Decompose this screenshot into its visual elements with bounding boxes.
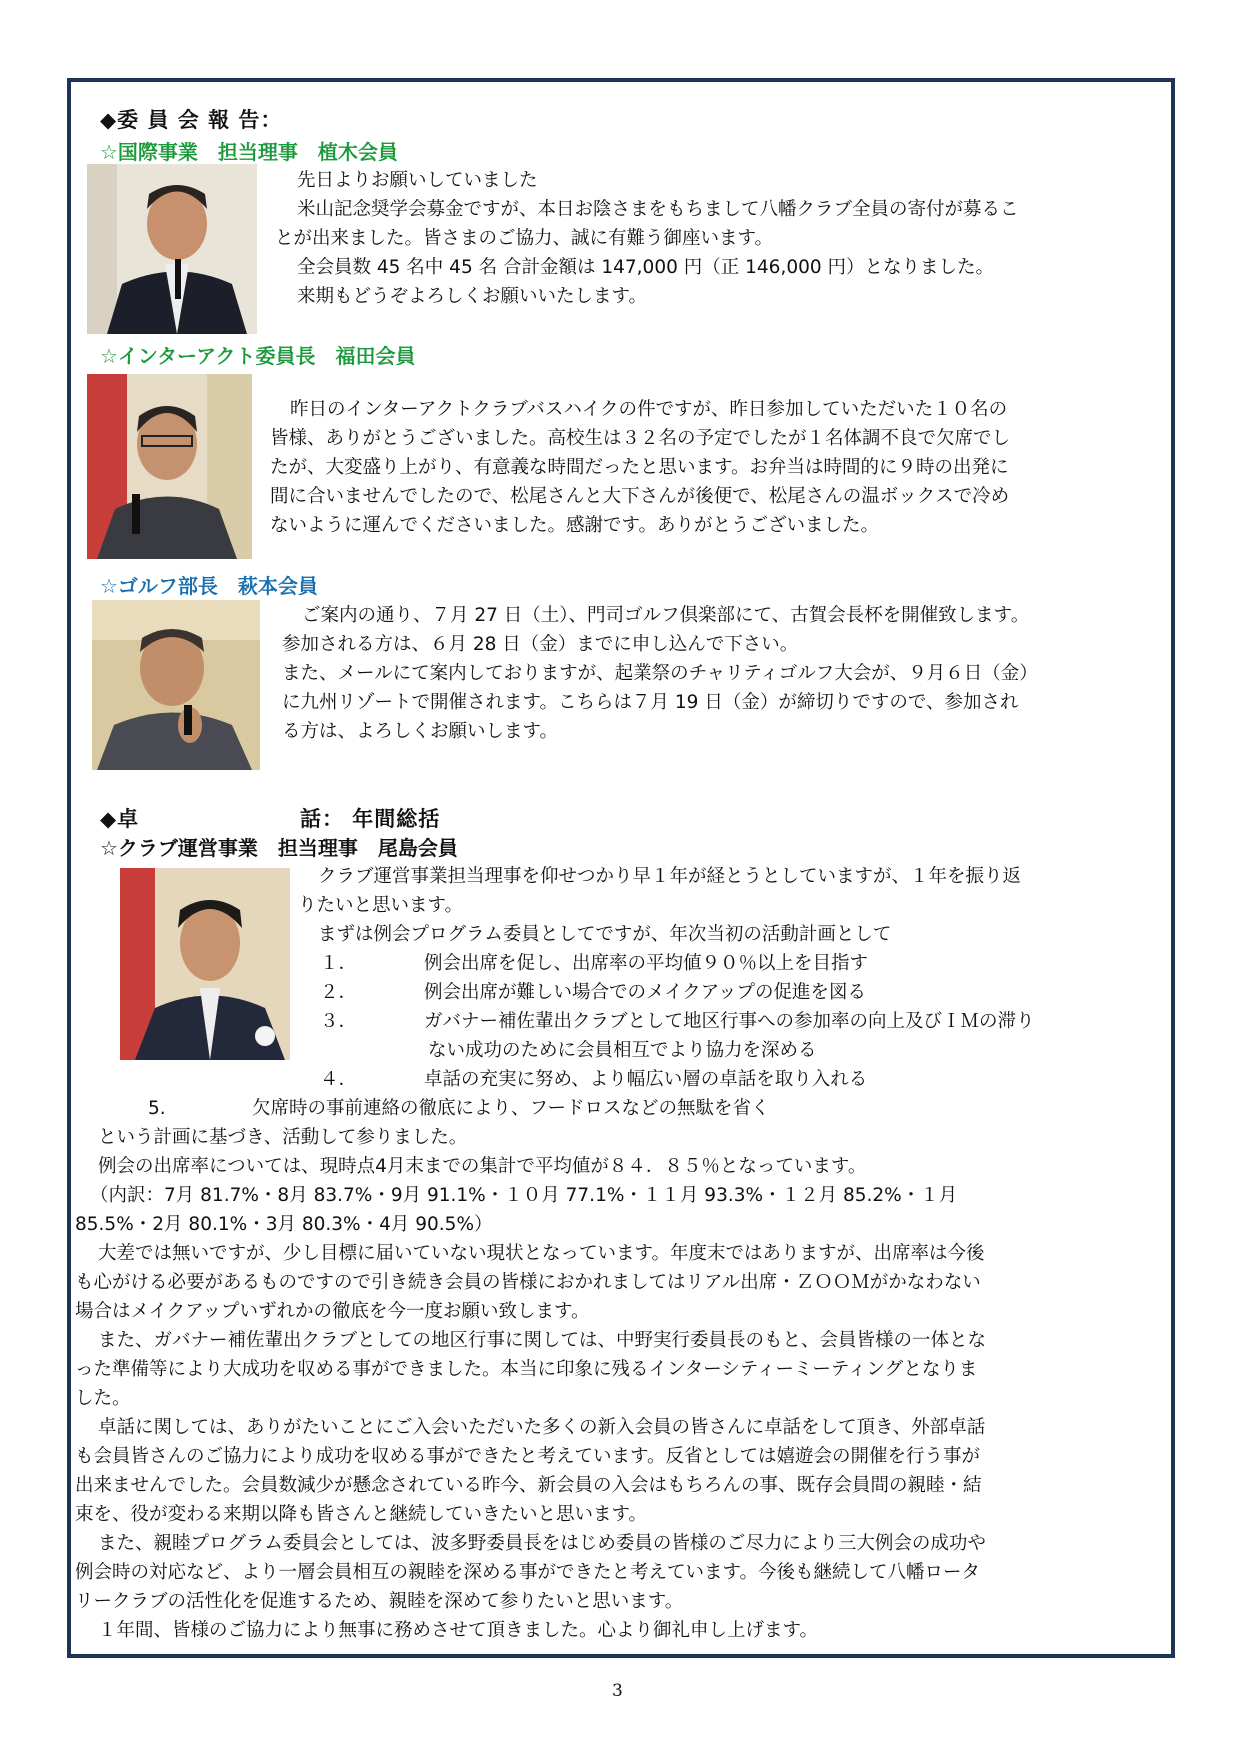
hagimoto-line-4: に九州リゾートで開催されます。こちらは７月 19 日（金）が締切りですので、参加され <box>282 692 1019 713</box>
fukuda-line-5: ないように運んでくださいました。感謝です。ありがとうございました。 <box>270 515 880 536</box>
ueki-line-4: 全会員数 45 名中 45 名 合計金額は 147,000 円（正 146,000 円）となりました。 <box>297 257 995 278</box>
page-number: 3 <box>612 1681 623 1701</box>
ojima-title: ☆クラブ運営事業 担当理事 尾島会員 <box>100 836 458 860</box>
table-talk-heading-right: 話： 年間総括 <box>300 807 441 831</box>
body-line-3: （内訳：7月 81.7%・8月 83.7%・9月 91.1%・１０月 77.1%・１１月 93.3%・１２月 85.2%・１月 <box>90 1185 958 1206</box>
plan-item-3-num: ３． <box>320 1011 358 1032</box>
ueki-photo <box>87 164 257 334</box>
body-line-10: した。 <box>75 1388 131 1409</box>
plan-item-5-text: 欠席時の事前連絡の徹底により、フードロスなどの無駄を省く <box>252 1098 770 1119</box>
ojima-intro-2: りたいと思います。 <box>298 895 464 916</box>
hagimoto-line-3: また、メールにて案内しておりますが、起業祭のチャリティゴルフ大会が、９月６日（金） <box>282 663 1038 684</box>
fukuda-title: ☆インターアクト委員長 福田会員 <box>100 344 416 368</box>
hagimoto-line-5: る方は、よろしくお願いします。 <box>282 721 559 742</box>
body-line-1: という計画に基づき、活動して参りました。 <box>98 1127 468 1148</box>
plan-item-1-text: 例会出席を促し、出席率の平均値９０％以上を目指す <box>424 953 869 974</box>
fukuda-line-4: 間に合いませんでしたので、松尾さんと大下さんが後便で、松尾さんの温ボックスで冷め <box>270 486 1010 507</box>
plan-item-3-text: ガバナー補佐輩出クラブとして地区行事への参加率の向上及びＩＭの滞り <box>424 1011 1035 1032</box>
committee-report-heading: ◆委 員 会 報 告： <box>100 108 283 132</box>
ueki-line-1: 先日よりお願いしていました <box>297 170 538 191</box>
body-line-17: リークラブの活性化を促進するため、親睦を深めて参りたいと思います。 <box>75 1591 684 1612</box>
body-line-16: 例会時の対応など、より一層会員相互の親睦を深める事ができたと考えています。今後も継続して八幡ロータ <box>75 1562 981 1583</box>
plan-item-2-text: 例会出席が難しい場合でのメイクアップの促進を図る <box>424 982 866 1003</box>
body-line-9: った準備等により大成功を収める事ができました。本当に印象に残るインターシティーミーティングとなりま <box>75 1359 978 1380</box>
fukuda-line-3: たが、大変盛り上がり、有意義な時間だったと思います。お弁当は時間的に９時の出発に <box>270 457 1009 478</box>
plan-item-1-num: １． <box>320 953 358 974</box>
body-line-18: １年間、皆様のご協力により無事に務めさせて頂きました。心より御礼申し上げます。 <box>98 1620 819 1641</box>
hagimoto-photo <box>92 600 260 770</box>
body-line-7: 場合はメイクアップいずれかの徹底を今一度お願い致します。 <box>75 1301 590 1322</box>
ueki-line-2: 米山記念奨学会募金ですが、本日お陰さまをもちまして八幡クラブ全員の寄付が募るこ <box>297 199 1019 220</box>
fukuda-photo <box>87 374 252 559</box>
body-line-15: また、親睦プログラム委員会としては、波多野委員長をはじめ委員の皆様のご尽力により三大例会の成功や <box>98 1533 986 1554</box>
table-talk-heading-left: ◆卓 <box>100 807 140 831</box>
fukuda-line-1: 昨日のインターアクトクラブバスハイクの件ですが、昨日参加していただいた１０名の <box>290 399 1008 420</box>
plan-item-4-text: 卓話の充実に努め、より幅広い層の卓話を取り入れる <box>424 1069 868 1090</box>
hagimoto-line-1: ご案内の通り、７月 27 日（土）、門司ゴルフ倶楽部にて、古賀会長杯を開催致します。 <box>302 605 1030 626</box>
ueki-title: ☆国際事業 担当理事 植木会員 <box>100 140 398 164</box>
body-line-4: 85.5%・2月 80.1%・3月 80.3%・4月 90.5%） <box>75 1214 493 1235</box>
hagimoto-title: ☆ゴルフ部長 萩本会員 <box>100 574 318 598</box>
plan-item-4-num: ４． <box>320 1069 358 1090</box>
plan-item-3-cont: ない成功のために会員相互でより協力を深める <box>428 1040 817 1061</box>
body-line-6: も心がける必要があるものですので引き続き会員の皆様におかれましてはリアル出席・ＺＯＯＭがかなわない <box>75 1272 981 1293</box>
body-line-8: また、ガバナー補佐輩出クラブとしての地区行事に関しては、中野実行委員長のもと、会員皆様の一体とな <box>98 1330 987 1351</box>
hagimoto-line-2: 参加される方は、６月 28 日（金）までに申し込んで下さい。 <box>282 634 799 655</box>
ojima-intro-1: クラブ運営事業担当理事を仰せつかり早１年が経とうとしていますが、１年を振り返 <box>318 866 1022 887</box>
ojima-intro-3: まずは例会プログラム委員としてですが、年次当初の活動計画として <box>318 924 892 945</box>
body-line-2: 例会の出席率については、現時点4月末までの集計で平均値が８４．８５％となっています。 <box>98 1156 867 1177</box>
body-line-12: も会員皆さんのご協力により成功を収める事ができたと考えています。反省としては嬉遊会の開催を行う事が <box>75 1446 981 1467</box>
plan-item-5-num: 5. <box>148 1098 166 1119</box>
ueki-line-3: とが出来ました。皆さまのご協力、誠に有難う御座います。 <box>275 228 774 249</box>
body-line-11: 卓話に関しては、ありがたいことにご入会いただいた多くの新入会員の皆さんに卓話をして頂き、外部卓話 <box>98 1417 986 1438</box>
body-line-13: 出来ませんでした。会員数減少が懸念されている昨今、新会員の入会はもちろんの事、既存会員間の親睦・結 <box>75 1475 982 1496</box>
ojima-photo <box>120 868 290 1060</box>
plan-item-2-num: ２． <box>320 982 358 1003</box>
ueki-line-5: 来期もどうぞよろしくお願いいたします。 <box>297 286 648 307</box>
fukuda-line-2: 皆様、ありがとうございました。高校生は３２名の予定でしたが１名体調不良で欠席でし <box>270 428 1011 449</box>
body-line-5: 大差では無いですが、少し目標に届いていない現状となっています。年度末ではありますが、出席率は今後 <box>98 1243 985 1264</box>
body-line-14: 束を、役が変わる来期以降も皆さんと継続していきたいと思います。 <box>75 1504 648 1525</box>
